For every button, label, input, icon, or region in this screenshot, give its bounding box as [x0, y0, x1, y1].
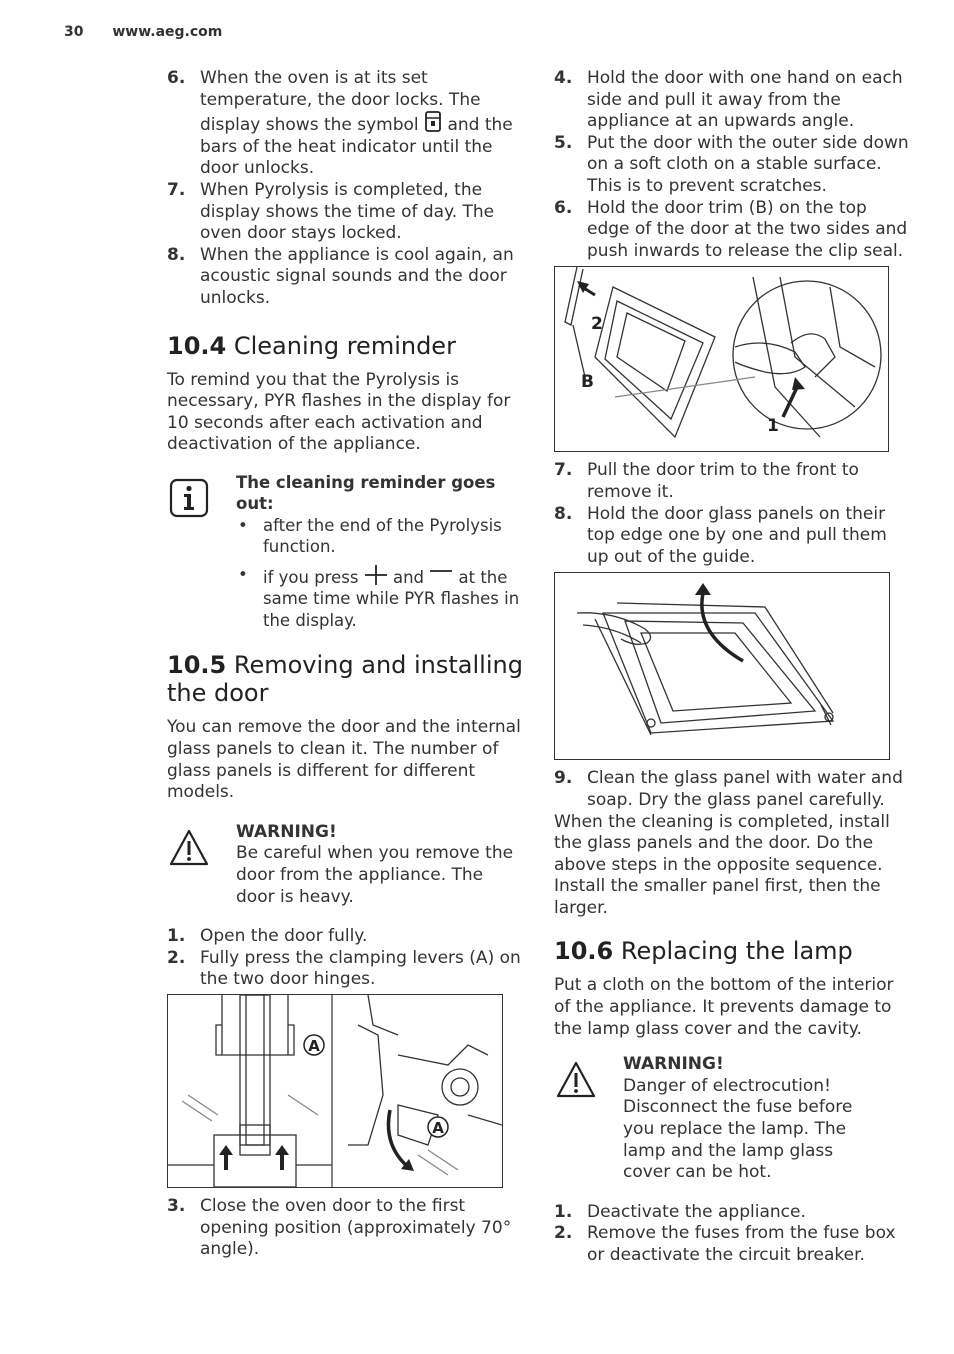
step-number: 6.: [167, 68, 186, 88]
left-column: [167, 68, 523, 1261]
step-text: Hold the door glass panels on their top edge one by one and pull them up out of the guide.: [587, 503, 887, 567]
step-number: 2.: [167, 947, 186, 968]
bullet-text: at the same time while PYR flashes in the display.: [263, 567, 520, 630]
section-title: Replacing the lamp: [620, 937, 853, 966]
step-text: Clean the glass panel with water and soap. Dry the glass panel carefully.: [587, 768, 903, 810]
step-text: Hold the door trim (B) on the top edge of the door at the two sides and push inwards to release the clip seal.: [587, 197, 908, 261]
site-url: www.aeg.com: [112, 24, 223, 40]
step-text: When Pyrolysis is completed, the display shows the time of day. The oven door stays locked.: [200, 179, 495, 244]
section-body: Put a cloth on the bottom of the interior of the appliance. It prevents damage to the lamp glass cover and the cavity.: [554, 975, 894, 1039]
step-text: Fully press the clamping levers (A) on the two door hinges.: [200, 947, 521, 990]
step-item: [167, 948, 523, 991]
step-number: 2.: [554, 1223, 573, 1244]
step-item: [554, 68, 910, 133]
section-title: Removing and installing the door: [167, 651, 523, 708]
step-item: [167, 926, 523, 948]
step-item: [554, 1223, 910, 1266]
note-bullet: [236, 564, 523, 632]
step-number: 7.: [167, 179, 186, 200]
door-lock-icon: [424, 111, 442, 133]
step-item: [554, 198, 910, 263]
step-list: [167, 68, 523, 310]
glass-panel-figure: [554, 572, 890, 760]
warning-triangle-icon: [169, 828, 209, 868]
step-text: Hold the door with one hand on each side and pull it away from the appliance at an upwards angle.: [587, 68, 903, 132]
note-bullet: • after the end of the Pyrolysis function.: [236, 515, 523, 558]
section-number: 10.6: [554, 937, 614, 966]
right-column: [554, 68, 910, 1267]
label-a: A: [308, 1036, 320, 1055]
section-body: You can remove the door and the internal glass panels to clean it. The number of glass panels is different for different models.: [167, 717, 521, 803]
step-list: [554, 768, 910, 811]
door-trim-figure: [554, 266, 889, 452]
section-number: 10.5: [167, 651, 227, 680]
step-number: 4.: [554, 68, 573, 88]
info-icon: [169, 478, 209, 518]
note-title: The cleaning reminder goes out:: [236, 472, 496, 514]
section-heading: [554, 937, 910, 965]
step-number: 9.: [554, 768, 573, 789]
step-item: [554, 768, 910, 811]
info-note: [167, 472, 523, 632]
step-item: [167, 180, 523, 245]
step-item: [167, 68, 523, 180]
step-number: 5.: [554, 132, 573, 153]
warning-text: Be careful when you remove the door from the appliance. The door is heavy.: [236, 843, 514, 907]
step-text: Remove the fuses from the fuse box or deactivate the circuit breaker.: [587, 1223, 896, 1265]
page-header: [64, 24, 222, 40]
step-number: 1.: [554, 1201, 573, 1222]
step-list: [554, 1202, 910, 1267]
step-list: [554, 68, 910, 262]
step-text: When the oven is at its set temperature, the door locks. The display shows the symbol: [200, 68, 481, 136]
door-trim-illustration: [555, 267, 888, 451]
label-b: B: [581, 372, 594, 393]
step-number: 8.: [167, 244, 186, 265]
step-number: 3.: [167, 1195, 186, 1216]
step-text: Put the door with the outer side down on a soft cloth on a stable surface. This is to prevent scratches.: [587, 132, 909, 196]
step-text: Deactivate the appliance.: [587, 1201, 806, 1222]
section-heading: [167, 651, 523, 707]
label-2: 2: [591, 314, 603, 335]
warning-title: WARNING!: [623, 1054, 724, 1075]
bullet-text: and: [392, 567, 424, 587]
hinge-figure: [167, 994, 503, 1188]
step-item: [554, 1202, 910, 1224]
step-list: [554, 460, 910, 568]
step-number: 1.: [167, 926, 186, 947]
note-list: [236, 515, 523, 632]
step-item: [554, 133, 910, 198]
step-text: and the bars of the heat indicator until the door unlocks.: [200, 115, 513, 179]
step-item: [167, 1196, 523, 1261]
step-number: 6.: [554, 197, 573, 218]
hinge-illustration: [168, 995, 502, 1187]
step-text: When the appliance is cool again, an acoustic signal sounds and the door unlocks.: [200, 244, 514, 308]
paragraph: When the cleaning is completed, install the glass panels and the door. Do the above steps in the opposite sequence. Install the smaller panel first, then the larger.: [554, 811, 890, 918]
step-item: [167, 245, 523, 310]
warning-text: Danger of electrocution! Disconnect the fuse before you replace the lamp. The lamp and the lamp glass cover can be hot.: [623, 1075, 853, 1183]
bullet-text: if you press: [263, 567, 359, 587]
warning-note: [554, 1054, 910, 1184]
plus-icon: [364, 564, 388, 586]
warning-note: [167, 822, 523, 908]
minus-icon: [429, 564, 453, 586]
label-a: A: [432, 1118, 444, 1137]
step-list: [167, 926, 523, 991]
step-number: 8.: [554, 503, 573, 524]
page-number: 30: [64, 24, 84, 40]
section-body: To remind you that the Pyrolysis is necessary, PYR flashes in the display for 10 seconds after each activation and deactivation of the appliance.: [167, 369, 511, 455]
step-item: [554, 504, 910, 569]
step-text: Pull the door trim to the front to remove it.: [587, 460, 859, 502]
section-heading: [167, 332, 523, 360]
warning-triangle-icon: [556, 1060, 596, 1100]
glass-panel-illustration: [555, 573, 889, 759]
step-text: Close the oven door to the first opening position (approximately 70° angle).: [200, 1195, 512, 1260]
label-1: 1: [767, 416, 779, 437]
step-item: [554, 460, 910, 503]
step-text: Open the door fully.: [200, 926, 368, 947]
section-title: Cleaning reminder: [233, 331, 456, 360]
warning-title: WARNING!: [236, 821, 337, 842]
section-number: 10.4: [167, 331, 227, 360]
step-list: [167, 1196, 523, 1261]
step-number: 7.: [554, 460, 573, 481]
